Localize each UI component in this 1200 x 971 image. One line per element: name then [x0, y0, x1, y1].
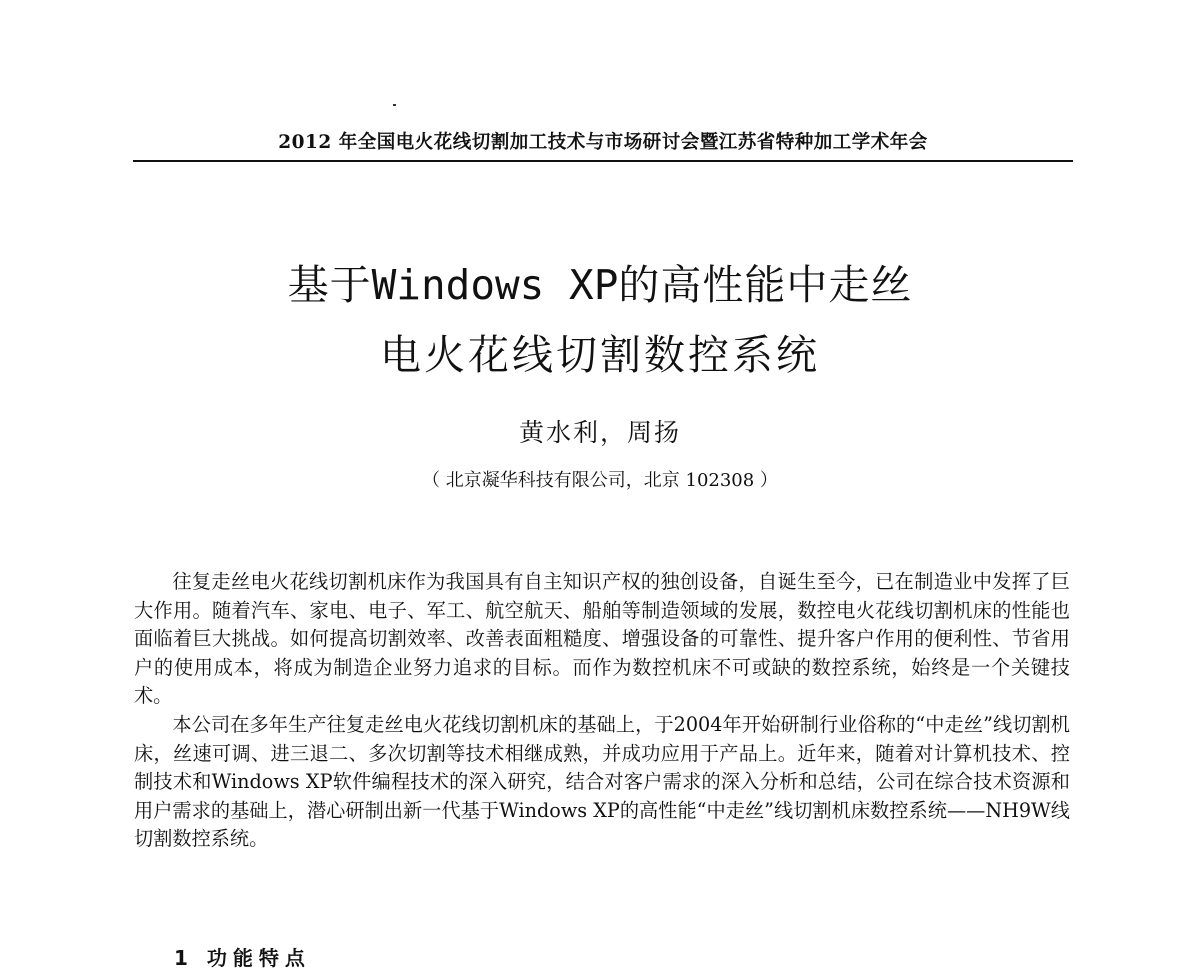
paper-title-line-2: 电火花线切割数控系统: [380, 331, 820, 379]
running-header: 2012 年全国电火花线切割加工技术与市场研讨会暨江苏省特种加工学术年会: [278, 132, 928, 153]
paragraph-1: 往复走丝电火花线切割机床作为我国具有自主知识产权的独创设备，自诞生至今，已在制造业中发挥了巨大作用。随着汽车、家电、电子、军工、航空航天、船舶等制造领域的发展，数控电火花线切割机床的性能也面临着巨大挑战。如何提高切割效率、改善表面粗糙度、增强设备的可靠性、提升客户作用的便利性、节省用户的使用成本，将成为制造企业努力追求的目标。而作为数控机床不可或缺的数控系统，始终是一个关键技术。: [134, 570, 1070, 708]
title-suffix: 的高性能中走丝: [618, 261, 913, 309]
title-latin: Windows XP: [371, 261, 619, 309]
body-text: [134, 568, 1070, 854]
title-prefix: 基于: [287, 261, 372, 309]
header-rule: [133, 160, 1073, 162]
affiliation: （ 北京凝华科技有限公司，北京 102308 ）: [422, 470, 778, 491]
paper-title-line-1: [0, 252, 1200, 311]
section-heading: 1 功能特点: [174, 946, 311, 970]
authors: 黄水利，周扬: [518, 418, 681, 447]
scan-speck: [393, 104, 396, 106]
paragraph-2: 本公司在多年生产往复走丝电火花线切割机床的基础上，于2004年开始研制行业俗称的“中走丝”线切割机床，丝速可调、进三退二、多次切割等技术相继成熟，并成功应用于产品上。近年来，随着对计算机技术、控制技术和Windows XP软件编程技术的深入研究，结合对客户需求的深入分析和总结，公司在综合技术资源和用户需求的基础上，潜心研制出新一代基于Windows XP的高性能“中走丝”线切割机床数控系统——NH9W线切割数控系统。: [134, 712, 1070, 851]
